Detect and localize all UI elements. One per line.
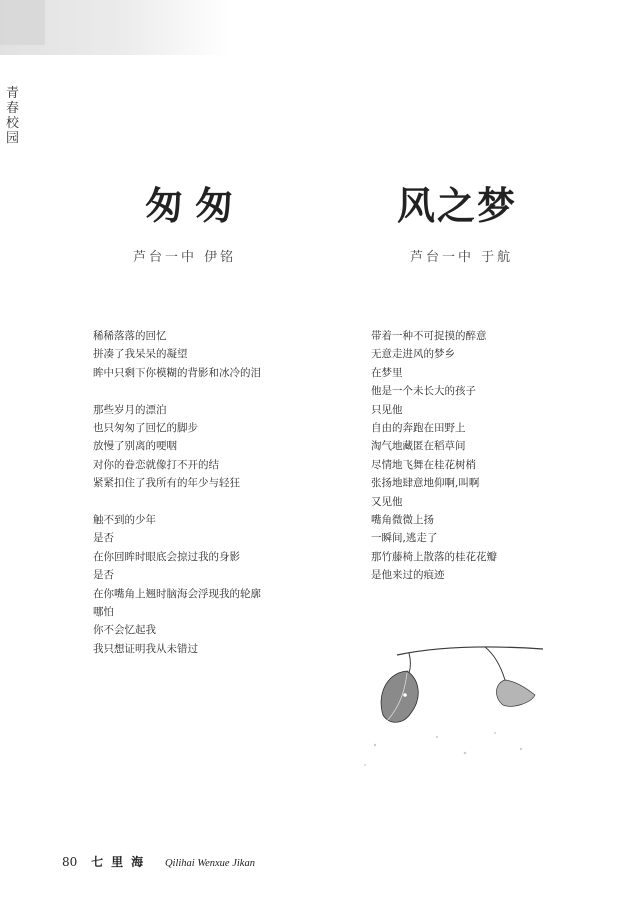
section-label: 青春校园 — [6, 86, 20, 146]
poem-line: 无意走进风的梦乡 — [371, 348, 455, 361]
poem-line: 拼凑了我呆呆的凝望 — [93, 348, 188, 361]
poem-body-left — [93, 327, 261, 658]
poem-line: 稀稀落落的回忆 — [93, 330, 167, 342]
poem-line: 你不会忆起我 — [93, 624, 156, 637]
poem-line: 尽情地飞舞在桂花树梢 — [371, 458, 476, 471]
poem-line: 放慢了别离的哽咽 — [93, 440, 177, 453]
poem-line: 在你嘴角上翘时脑海会浮现我的轮廓 — [93, 587, 261, 600]
poem-line: 那竹藤椅上散落的桂花花瓣 — [371, 550, 497, 563]
magazine-pinyin: Qilihai Wenxue Jikan — [164, 858, 255, 869]
page-number: 80 — [62, 855, 78, 869]
poem-line: 我只想证明我从未错过 — [93, 642, 198, 655]
stanza-gap — [93, 382, 261, 400]
poem-line: 是他来过的痕迹 — [371, 569, 445, 582]
poem-line: 在梦里 — [371, 366, 403, 379]
poem-line: 在你回眸时眼底会掠过我的身影 — [93, 550, 240, 563]
poem-line: 只见他 — [371, 403, 403, 416]
poem-body-right — [371, 327, 497, 585]
poem-line: 是否 — [93, 532, 114, 545]
poem-line: 眸中只剩下你模糊的背影和冰冷的泪 — [93, 366, 261, 379]
poem-line: 淘气地藏匿在稻草间 — [371, 440, 466, 453]
poem-line: 是否 — [93, 569, 114, 582]
poem-title-left: 匆匆 — [145, 184, 246, 228]
poem-line: 那些岁月的漂泊 — [93, 403, 167, 416]
page-footer — [62, 853, 255, 870]
poem-author-right: 芦台一中 于航 — [410, 250, 514, 265]
header-photo-strip — [0, 0, 230, 55]
poem-line: 又见他 — [371, 495, 403, 508]
poem-line: 张扬地肆意地仰啊,叫啊 — [371, 477, 480, 490]
poem-line: 带着一种不可捉摸的醉意 — [371, 330, 487, 342]
poem-line: 触不到的少年 — [93, 514, 156, 527]
poem-line: 嘴角微微上扬 — [371, 514, 434, 527]
poem-line: 对你的眷恋就像打不开的结 — [93, 458, 219, 471]
poem-line: 也只匆匆了回忆的脚步 — [93, 422, 198, 435]
poem-line: 哪怕 — [93, 606, 114, 619]
poem-line: 他是一个未长大的孩子 — [371, 385, 476, 398]
poem-author-left: 芦台一中 伊铭 — [133, 250, 237, 265]
poem-line: 一瞬间,逃走了 — [371, 532, 438, 545]
stanza-gap — [93, 493, 261, 511]
poem-line: 自由的奔跑在田野上 — [371, 422, 466, 435]
leaf-branch-illustration — [345, 625, 545, 775]
magazine-name: 七里海 — [91, 855, 152, 869]
poem-title-right: 风之梦 — [397, 184, 518, 228]
poem-line: 紧紧扣住了我所有的年少与轻狂 — [93, 477, 240, 490]
